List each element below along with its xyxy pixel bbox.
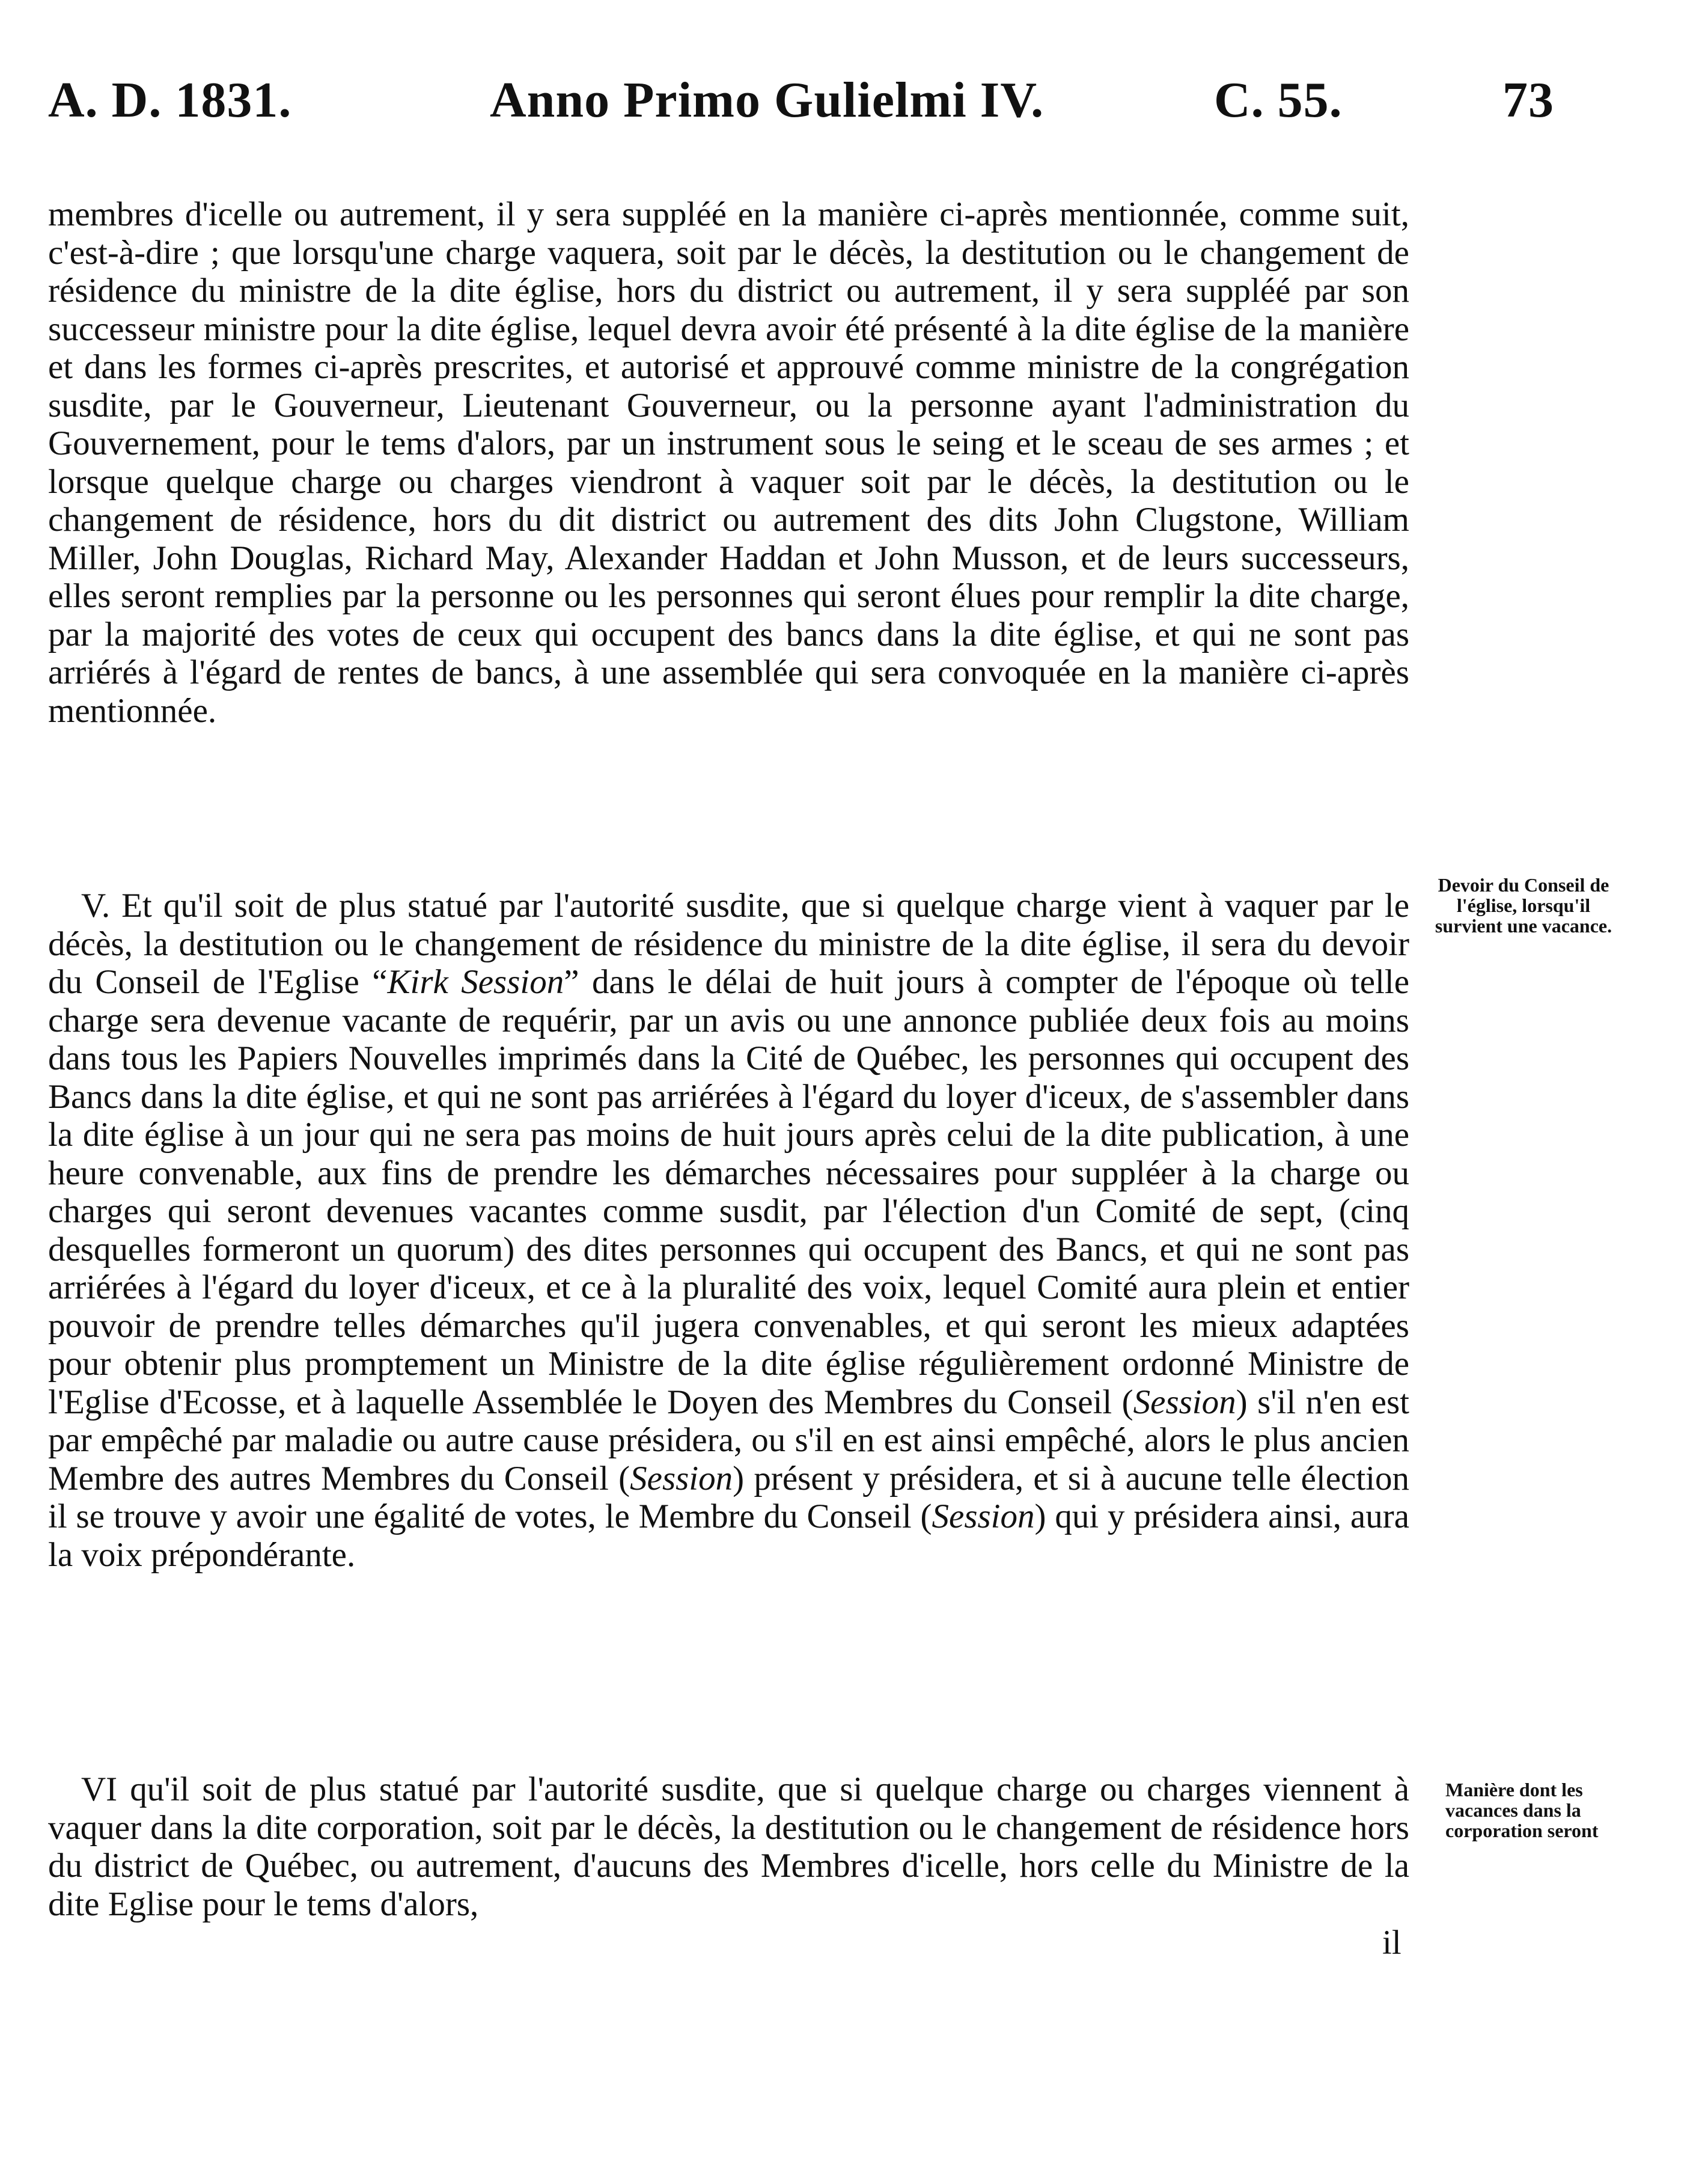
header-page-number: 73: [1502, 72, 1554, 128]
header-year: A. D. 1831.: [48, 72, 292, 128]
header-title: Anno Primo Gulielmi IV.: [490, 72, 1045, 128]
session-term-2: Session: [630, 1459, 733, 1497]
paragraph-2-part-d: ) présent y présidera, et si à aucune telle élection il se trouve y avoir une égalité de votes, le Membre du Conseil (: [48, 1459, 1409, 1535]
running-header: [48, 71, 1587, 137]
paragraph-text-3: VI qu'il soit de plus statué par l'autorité susdite, que si quelque charge ou charges viennent à vaquer dans la dite corporation, soit par le décès, la destitution ou le changement de résidence hors du district de Québec, ou autrement, d'aucuns des Membres d'icelle, hors celle du Ministre de la dite Eglise pour le tems d'alors,: [48, 1770, 1409, 1923]
catchword: il: [1382, 1924, 1401, 1962]
paragraph-continuation: [48, 195, 1409, 730]
margin-note-vacancies: Manière dont les vacances dans la corporation seront: [1445, 1779, 1599, 1841]
paragraph-text-1: membres d'icelle ou autrement, il y sera suppléé en la manière ci-après mentionnée, comme suit, c'est-à-dire ; que lorsqu'une charge vaquera, soit par le décès, la destitution ou le changement de résidence du ministre de la dite église, hors du district ou autrement, il y sera suppléé par son successeur ministre pour la dite église, lequel devra avoir été présenté à la dite église de la manière et dans les formes ci-après prescrites, et autorisé et approuvé comme ministre de la congrégation susdite, par le Gouverneur, Lieutenant Gouverneur, ou la personne ayant l'administration du Gouvernement, pour le tems d'alors, par un instrument sous le seing et le sceau de ses armes ; et lorsque quelque charge ou charges viendront à vaquer soit par le décès, la destitution ou le changement de résidence, hors du dit district ou autrement des dits John Clugstone, William Miller, John Douglas, Richard May, Alexander Haddan et John Musson, et de leurs successeurs, elles seront remplies par la personne ou les personnes qui seront élues pour remplir la dite charge, par la majorité des votes de ceux qui occupent des bancs dans la dite église, et qui ne sont pas arriérés à l'égard de rentes de bancs, à une assemblée qui sera convoquée en la manière ci-après mentionnée.: [48, 195, 1409, 730]
session-term-1: Session: [1133, 1383, 1236, 1421]
session-term-3: Session: [932, 1497, 1035, 1535]
paragraph-text-2: [48, 887, 1409, 1574]
paragraph-section-vi: [48, 1770, 1409, 1923]
header-chapter: C. 55.: [1214, 72, 1343, 128]
margin-note-duty-of-council: Devoir du Conseil de l'église, lorsqu'il survient une vacance.: [1435, 874, 1612, 937]
paragraph-2-part-e: ) qui y présidera ainsi, aura la voix prépondérante.: [48, 1497, 1409, 1574]
paragraph-section-v: [48, 887, 1409, 1574]
kirk-session-term: Kirk Session: [387, 963, 564, 1001]
paragraph-2-part-a: V. Et qu'il soit de plus statué par l'autorité susdite, que si quelque charge vient à vaquer par le décès, la destitution ou le changement de résidence du ministre de la dite église, il sera du devoir du Conseil de l'Eglise “: [48, 887, 1409, 1001]
paragraph-2-part-b: ” dans le délai de huit jours à compter de l'époque où telle charge sera devenue vacante de requérir, par un avis ou une annonce publiée deux fois au moins dans tous les Papiers Nouvelles imprimés dans la Cité de Québec, les personnes qui occupent des Bancs dans la dite église, et qui ne sont pas arriérées à l'égard du loyer d'iceux, de s'assembler dans la dite église à un jour qui ne sera pas moins de huit jours après celui de la dite publication, à une heure convenable, aux fins de prendre les démarches nécessaires pour suppléer à la charge ou charges qui seront devenues vacantes comme susdit, par l'élection d'un Comité de sept, (cinq desquelles formeront un quorum) des dites personnes qui occupent des Bancs, et qui ne sont pas arriérées à l'égard du loyer d'iceux, et ce à la pluralité des voix, lequel Comité aura plein et entier pouvoir de prendre telles démarches qu'il jugera convenables, et qui seront les mieux adaptées pour obtenir plus promptement un Ministre de la dite église régulièrement ordonné Ministre de l'Eglise d'Ecosse, et à laquelle Assemblée le Doyen des Membres du Conseil (: [48, 963, 1409, 1421]
paragraph-2-part-c: ) s'il n'en est par empêché par maladie ou autre cause présidera, ou s'il en est ainsi empêché, alors le plus ancien Membre des autres Membres du Conseil (: [48, 1383, 1409, 1497]
